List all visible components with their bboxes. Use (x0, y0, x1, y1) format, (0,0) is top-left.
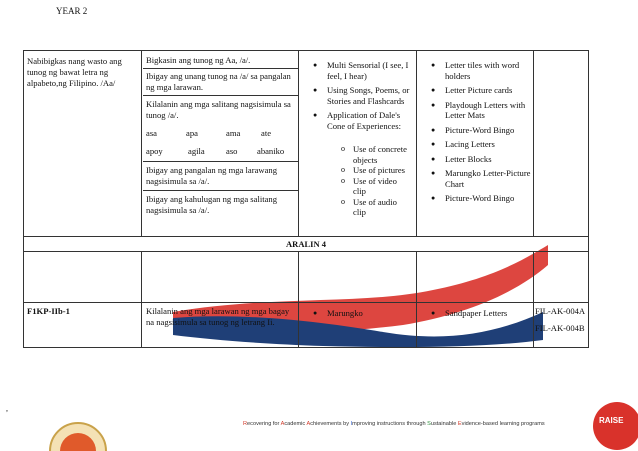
competency-text: Nabibigkas nang wasto ang tunog ng bawat letra ng alpabeto,ng Filipino. /Aa/ (27, 56, 122, 88)
strategy-item: ● Multi Sensorial (I see, I feel, I hear) (313, 60, 413, 81)
lesson-heading: ARALIN 4 (286, 239, 326, 249)
strategies-list (313, 60, 413, 135)
content-item-3: Kilalanin ang mga salitang nagsisimula sa tunog /a/. (146, 99, 291, 120)
material-item: ● Sandpaper Letters (431, 308, 531, 319)
material-item: ● Lacing Letters (431, 139, 531, 150)
content-item-5: Ibigay ang kahulugan ng mga salitang nagsisimula sa /a/. (146, 194, 278, 215)
word: apa (186, 128, 198, 138)
word: ama (226, 128, 241, 138)
material-item: ● Letter tiles with word holders (431, 60, 531, 81)
word: apoy (146, 146, 163, 156)
materials-list (431, 60, 531, 208)
word: asa (146, 128, 157, 138)
material-item: ● Letter Picture cards (431, 85, 531, 96)
reference-code: FIL-AK-004A (535, 306, 586, 316)
sub-strategy-item: o Use of concrete objects (341, 144, 411, 165)
sub-strategy-item: o Use of video clip (341, 176, 411, 197)
reference-code: FIL-AK-004B (535, 323, 585, 333)
material-item: ● Playdough Letters with Letter Mats (431, 100, 531, 121)
content-item-1: Bigkasin ang tunog ng Aa, /a/. (146, 55, 251, 65)
footer-tagline: Recovering for Academic Achievements by Improving instructions through Sustainable Evidence-based learning programs (243, 421, 545, 427)
margin-mark: , (6, 404, 8, 413)
sub-strategies-list (341, 144, 411, 218)
content-item-2: Ibigay ang unang tunog na /a/ sa pangalan ng mga larawan. (146, 71, 291, 92)
strategy-item: ● Application of Dale's Cone of Experiences: (313, 110, 413, 131)
material-item: ● Picture-Word Bingo (431, 193, 531, 204)
material-item: ● Letter Blocks (431, 154, 531, 165)
strategy-item: ● Using Songs, Poems, or Stories and Flashcards (313, 85, 413, 106)
material-item: ● Picture-Word Bingo (431, 125, 531, 136)
sub-strategy-item: o Use of audio clip (341, 197, 411, 218)
strategies-list-2 (313, 308, 413, 323)
year-label: YEAR 2 (56, 6, 88, 16)
material-item: ● Marungko Letter-Picture Chart (431, 168, 531, 189)
content-item-4: Ibigay ang pangalan ng mga larawang nagsisimula sa /a/. (146, 165, 278, 186)
word: ate (261, 128, 272, 138)
competency-code: F1KP-IIb-1 (27, 306, 70, 316)
school-seal-icon (48, 421, 108, 451)
word: aso (226, 146, 238, 156)
materials-list-2 (431, 308, 531, 323)
curriculum-table (23, 50, 589, 348)
sub-strategy-item: o Use of pictures (341, 165, 411, 176)
word: agila (188, 146, 205, 156)
content-item-6: Kilalanin ang mga larawan ng mga bagay na nagsisimula sa tunog ng letrang Ii. (146, 306, 290, 327)
raise-logo: RAISE (593, 402, 638, 450)
strategy-item: ● Marungko (313, 308, 413, 319)
word: abaniko (257, 146, 285, 156)
